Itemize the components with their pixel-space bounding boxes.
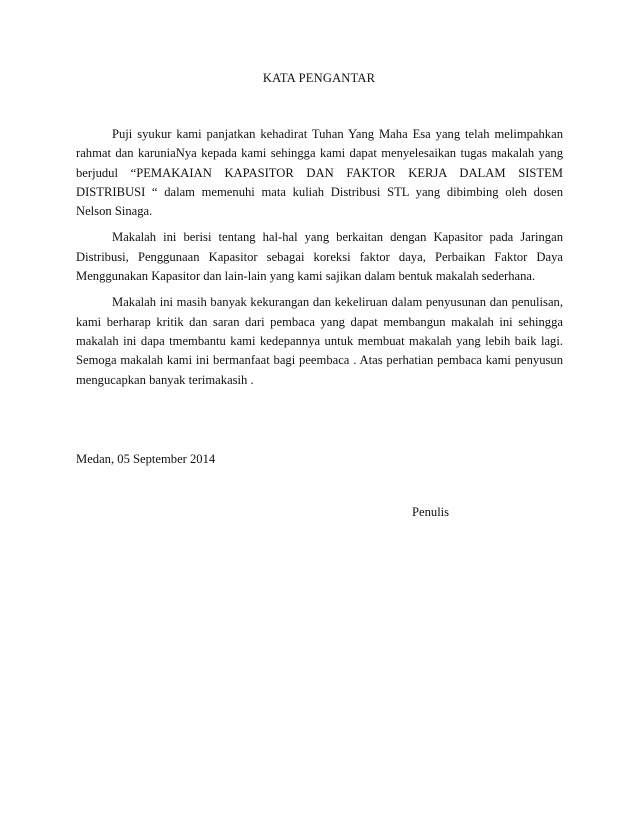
- document-body: [76, 125, 563, 397]
- paragraph-closing: Makalah ini masih banyak kekurangan dan kekeliruan dalam penyusunan dan penulisan, kami berharap kritik dan saran dari pembaca yang dapat membangun makalah ini sehingga makalah ini dapa tmembantu kami kedepannya untuk membuat makalah yang lebih baik lagi. Semoga makalah kami ini bermanfaat bagi peembaca . Atas perhatian pembaca kami penyusun mengucapkan banyak terimakasih .: [76, 295, 563, 387]
- signature-label: Penulis: [412, 505, 450, 519]
- paragraph-content: Makalah ini berisi tentang hal-hal yang berkaitan dengan Kapasitor pada Jaringan Distribusi, Penggunaan Kapasitor sebagai koreksi faktor daya, Perbaikan Faktor Daya Menggunakan Kapasitor dan lain-lain yang kami sajikan dalam bentuk makalah sederhana.: [76, 230, 563, 284]
- date-line: Medan, 05 September 2014: [76, 452, 216, 466]
- page-title: KATA PENGANTAR: [262, 71, 376, 85]
- paragraph-intro: Puji syukur kami panjatkan kehadirat Tuhan Yang Maha Esa yang telah melimpahkan rahmat dan karuniaNya kepada kami sehingga kami dapat menyelesaikan tugas makalah yang berjudul “PEMAKAIAN KAPASITOR DAN FAKTOR KERJA DALAM SISTEM DISTRIBUSI “ dalam memenuhi mata kuliah Distribusi STL yang dibimbing oleh dosen Nelson Sinaga.: [76, 127, 563, 219]
